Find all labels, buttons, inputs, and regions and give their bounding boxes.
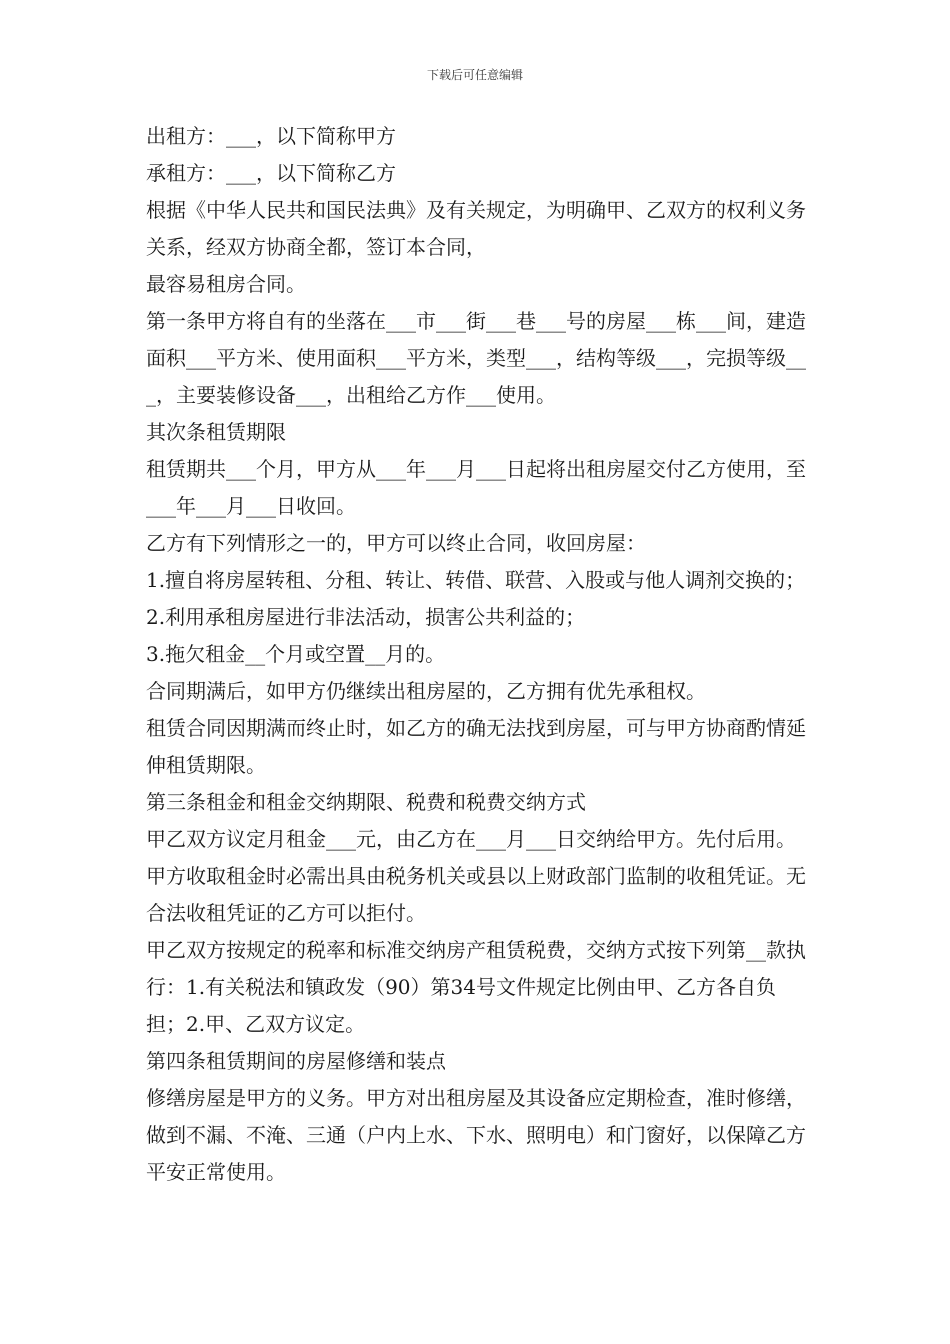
- paragraph-termination-intro: 乙方有下列情形之一的，甲方可以终止合同，收回房屋：: [146, 531, 646, 555]
- list-item-3: 3.拖欠租金__个月或空置__月的。: [146, 642, 446, 666]
- heading-article-3: 第三条租金和租金交纳期限、税费和税费交纳方式: [146, 790, 586, 814]
- paragraph-extension: 租赁合同因期满而终止时，如乙方的确无法找到房屋，可与甲方协商酌情延伸租赁期限。: [146, 716, 806, 777]
- heading-article-4: 第四条租赁期间的房屋修缮和装点: [146, 1049, 446, 1073]
- paragraph-lease-term: 租赁期共___个月，甲方从___年___月___日起将出租房屋交付乙方使用，至___年___月___日收回。: [146, 457, 806, 518]
- paragraph-repairs: 修缮房屋是甲方的义务。甲方对出租房屋及其设备应定期检查，准时修缮，做到不漏、不淹、三通（户内上水、下水、照明电）和门窗好，以保障乙方平安正常使用。: [146, 1086, 806, 1184]
- paragraph-lessor: 出租方：___，以下简称甲方: [146, 124, 396, 148]
- list-item-1: 1.擅自将房屋转租、分租、转让、转借、联营、入股或与他人调剂交换的；: [146, 568, 806, 592]
- paragraph-lessee: 承租方：___，以下简称乙方: [146, 161, 396, 185]
- heading-article-2: 其次条租赁期限: [146, 420, 286, 444]
- paragraph-article-1: 第一条甲方将自有的坐落在___市___街___巷___号的房屋___栋___间，建造面积___平方米、使用面积___平方米，类型___，结构等级___，完损等级___，主要装修设备___，出租给乙方作___使用。: [146, 309, 806, 407]
- paragraph-tax: 甲乙双方按规定的税率和标准交纳房产租赁税费，交纳方式按下列第__款执行：1.有关税法和镇政发（90）第34号文件规定比例由甲、乙方各自负担；2.甲、乙双方议定。: [146, 938, 806, 1036]
- paragraph-renewal-priority: 合同期满后，如甲方仍继续出租房屋的，乙方拥有优先承租权。: [146, 679, 706, 703]
- list-item-2: 2.利用承租房屋进行非法活动，损害公共利益的；: [146, 605, 586, 629]
- document-body: [146, 118, 811, 1191]
- paragraph-preamble: 根据《中华人民共和国民法典》及有关规定，为明确甲、乙双方的权利义务关系，经双方协商全都，签订本合同，: [146, 198, 806, 259]
- paragraph-title-note: 最容易租房合同。: [146, 272, 306, 296]
- paragraph-rent-payment: 甲乙双方议定月租金___元，由乙方在___月___日交纳给甲方。先付后用。甲方收取租金时必需出具由税务机关或县以上财政部门监制的收租凭证。无合法收租凭证的乙方可以拒付。: [146, 827, 806, 925]
- page-header: 下载后可任意编辑: [426, 68, 523, 82]
